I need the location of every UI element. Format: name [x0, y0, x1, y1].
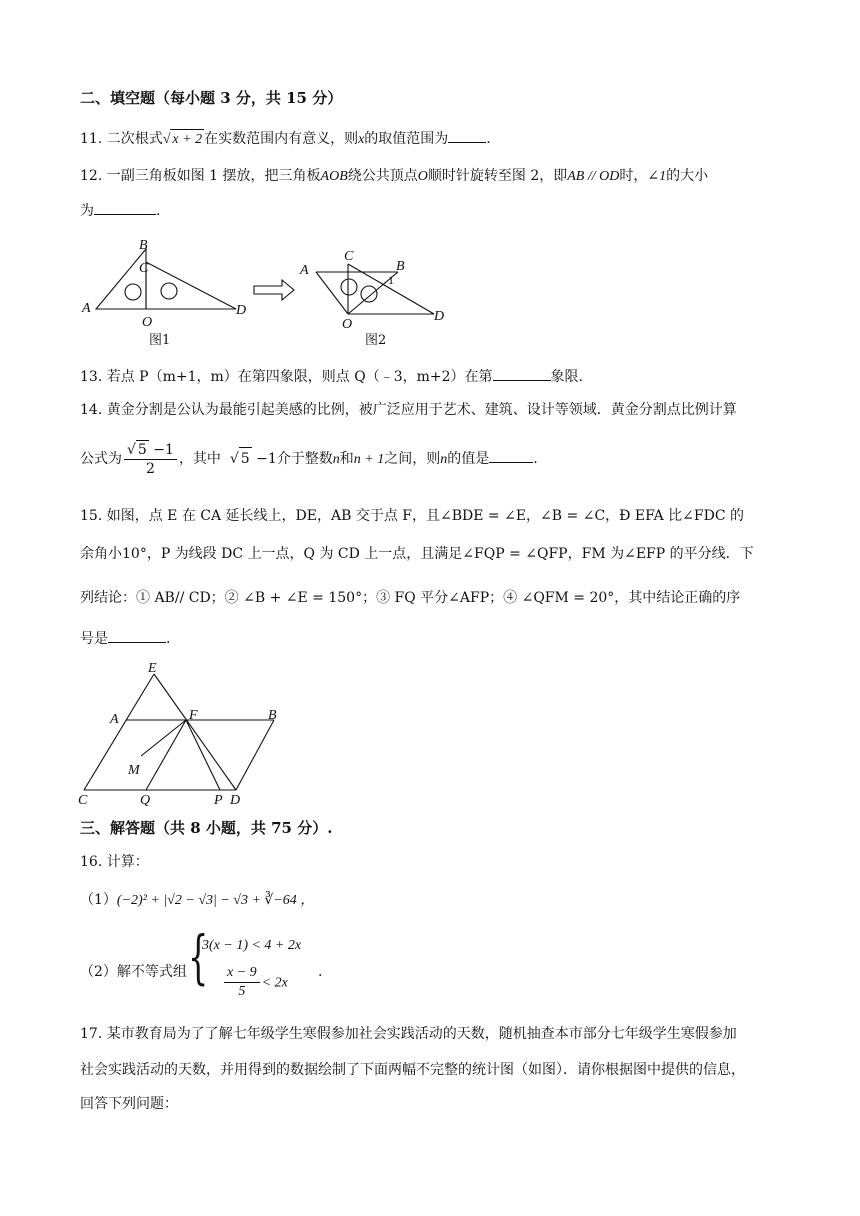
q13-number: 13. [80, 369, 103, 385]
q16-inequality-2 [222, 964, 288, 1001]
q12-text-c: 顺时针旋转至图 2，即 [427, 168, 568, 184]
q13-answer-blank [493, 366, 551, 381]
question-16-title: 16. 计算： [80, 854, 149, 870]
question-11 [80, 128, 491, 150]
question-17-line2: 社会实践活动的天数，并用得到的数据绘制了下面两幅不完整的统计图（如图）．请你根据图中提供的信息， [80, 1062, 745, 1078]
fig15-label-m: M [128, 763, 140, 778]
q16-brace: { [188, 923, 209, 991]
q11-end: . [486, 131, 491, 147]
q14-golden-fraction: $\frac{√ 5 -1}{2}$ [124, 440, 177, 478]
question-16-part2-label: （2）解不等式组 [80, 964, 187, 980]
q14-n-again: n [440, 452, 448, 467]
fig1-caption: 图1 [149, 333, 171, 348]
fig15-label-f: F [189, 708, 198, 723]
q14-formula-label: 公式为 [80, 451, 122, 467]
q15-end: . [166, 631, 171, 647]
figure-12 [76, 234, 466, 350]
question-14-line2 [80, 440, 538, 478]
q14-answer-blank [489, 448, 533, 463]
q14-text-c: 介于整数 [276, 451, 333, 467]
q15-answer-blank [108, 628, 166, 643]
q11-answer-blank [448, 128, 486, 143]
figure-2-drawing [316, 264, 434, 314]
question-13 [80, 366, 583, 387]
q14-text-f: 的值是 [447, 451, 490, 467]
q16-inequality-1: 3(x − 1) < 4 + 2x [202, 938, 302, 953]
q15-number: 15. [80, 508, 103, 524]
q12-number: 12. [80, 168, 103, 184]
q11-mid: 在实数范围内有意义，则 [204, 131, 359, 147]
q16-part1-label: （1） [80, 892, 117, 908]
q12-text-e: 的大小 [666, 168, 709, 184]
fig2-label-b: B [396, 259, 405, 274]
q12-aob: AOB [320, 169, 348, 184]
q14-n-plus-1: n + 1 [353, 452, 385, 467]
fig15-label-a: A [110, 712, 119, 727]
question-15-line1 [80, 506, 744, 526]
question-15-line3: 列结论：① AB// CD；② ∠B + ∠E = 150°；③ FQ 平分∠AFP；④ ∠QFM = 20°，其中结论正确的序 [80, 590, 741, 606]
fig15-label-c: C [78, 793, 88, 808]
fig1-label-c: C [139, 261, 149, 276]
q12-text-a: 一副三角板如图 1 摆放，把三角板 [106, 168, 321, 184]
question-16-part1 [80, 890, 314, 911]
q11-sqrt: √ x + 2 [163, 132, 204, 147]
section-heading-solve: 三、解答题（共 8 小题，共 75 分）. [80, 819, 333, 837]
q11-post: 的取值范围为 [364, 131, 449, 147]
q12-text-d: 时， [619, 168, 648, 184]
question-15-line4 [80, 628, 170, 649]
q12-answer-blank [94, 200, 156, 215]
question-14-line1 [80, 400, 737, 420]
fig1-label-a: A [82, 301, 91, 316]
section-heading-fill-blank: 二、填空题（每小题 3 分，共 15 分） [80, 89, 343, 107]
figure-15-drawing [84, 674, 274, 790]
fig2-label-angle-1: 1 [388, 273, 394, 287]
q12-end: . [156, 203, 161, 219]
q14-n: n [332, 452, 340, 467]
q12-angle: ∠1 [647, 169, 667, 184]
q15-text-line1: 如图，点 E 在 CA 延长线上，DE，AB 交于点 F，且∠BDE = ∠E，∠B = ∠C，Ð EFA 比∠FDC 的 [106, 508, 745, 524]
q14-text-line1: 黄金分割是公认为最能引起美感的比例，被广泛应用于艺术、建筑、设计等领域．黄金分割点比例计算 [106, 402, 737, 418]
q13-text-b: 象限. [550, 369, 583, 385]
fig2-label-a: A [300, 263, 309, 278]
q14-text-e: 之间，则 [384, 451, 441, 467]
fig1-label-d: D [236, 303, 247, 318]
figure-1-drawing [96, 249, 236, 309]
arrow-icon [254, 280, 294, 300]
q12-text-line2: 为 [80, 203, 94, 219]
fig15-label-p: P [214, 793, 223, 808]
q14-text-b: ，其中 [178, 451, 221, 467]
question-15-line2: 余角小10°，P 为线段 DC 上一点，Q 为 CD 上一点，且满足∠FQP = ∠QFP，FM 为∠EFP 的平分线．下 [80, 546, 754, 562]
q16-ineq2-tail: < 2x [261, 975, 288, 991]
fig2-caption: 图2 [365, 333, 387, 348]
fig15-label-b: B [268, 708, 277, 723]
q11-pre: 二次根式 [106, 131, 163, 147]
q13-text-a: 若点 P（m+1，m）在第四象限，则点 Q（﹣3，m+2）在第 [106, 369, 493, 385]
q12-o: O [417, 169, 428, 184]
q16-end: . [318, 964, 323, 980]
q11-var: x [358, 132, 365, 147]
q12-text-b: 绕公共顶点 [347, 168, 418, 184]
q16-part1-expression: (−2)² + |√2 − √3| − √3 + ∛−64 ， [116, 893, 315, 908]
fig1-label-b: B [139, 238, 148, 253]
fig2-label-o: O [342, 317, 353, 332]
fig1-label-o: O [142, 315, 153, 330]
fig15-label-q: Q [140, 793, 151, 808]
q12-condition: AB // OD [567, 169, 620, 184]
question-17-line1: 17. 某市教育局为了了解七年级学生寒假参加社会实践活动的天数，随机抽查本市部分七年级学生寒假参加 [80, 1026, 737, 1042]
figure-15 [74, 656, 294, 808]
question-17-line3: 回答下列问题： [80, 1096, 178, 1112]
q14-text-d: 和 [339, 451, 354, 467]
question-12-line1 [80, 166, 708, 187]
q15-text-line4: 号是 [80, 631, 108, 647]
fig2-label-d: D [434, 309, 445, 324]
fig2-label-c: C [344, 249, 354, 264]
fig15-label-e: E [148, 661, 157, 676]
fig15-label-d: D [230, 793, 241, 808]
question-12-line2 [80, 200, 160, 221]
q16-ineq2-fraction: $\frac{x - 9}{5}$ [224, 964, 260, 1001]
q14-radical: √ 5 −1 [230, 451, 277, 467]
q14-number: 14. [80, 402, 103, 418]
q11-number: 11. [80, 131, 103, 147]
q14-end: . [533, 451, 538, 467]
